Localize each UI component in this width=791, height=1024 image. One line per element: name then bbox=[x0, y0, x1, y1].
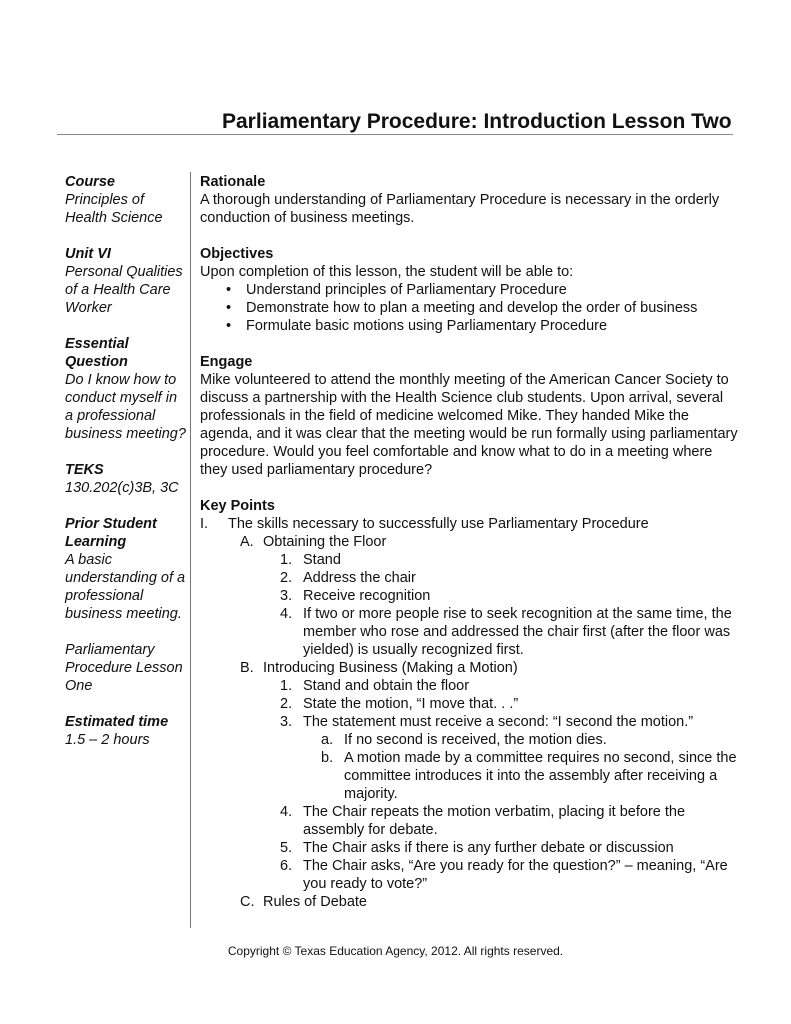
outline-marker: 2. bbox=[280, 570, 293, 586]
outline-marker: B. bbox=[240, 660, 254, 676]
sidebar-heading: Estimated time bbox=[65, 714, 169, 730]
outline-marker: 3. bbox=[280, 714, 293, 730]
sidebar bbox=[65, 173, 187, 767]
sidebar-heading: Prior Student Learning bbox=[65, 516, 157, 550]
outline-text: A motion made by a committee requires no second, since the committee introduces it into the assembly after receiving a majority. bbox=[344, 750, 737, 802]
sidebar-text: 130.202(c)3B, 3C bbox=[65, 480, 179, 496]
outline-item bbox=[200, 839, 740, 857]
outline-item bbox=[200, 803, 740, 839]
outline-item bbox=[200, 893, 740, 911]
outline-item bbox=[200, 713, 740, 731]
sidebar-unit bbox=[65, 245, 187, 317]
sidebar-text: Personal Qualities of a Health Care Worker bbox=[65, 264, 183, 316]
rationale-section bbox=[200, 173, 740, 227]
list-item: • Demonstrate how to plan a meeting and develop the order of business bbox=[222, 299, 740, 317]
engage-section bbox=[200, 353, 740, 479]
sidebar-text: Do I know how to conduct myself in a professional business meeting? bbox=[65, 372, 186, 442]
objectives-section bbox=[200, 245, 740, 335]
outline-marker: I. bbox=[200, 516, 209, 532]
key-points-section bbox=[200, 497, 740, 911]
sidebar-prior-learning bbox=[65, 515, 187, 623]
outline-item bbox=[200, 857, 740, 893]
sidebar-text: 1.5 – 2 hours bbox=[65, 732, 150, 748]
sidebar-heading: Unit VI bbox=[65, 246, 111, 262]
outline-text: The statement must receive a second: “I second the motion.” bbox=[303, 714, 694, 730]
outline-item bbox=[200, 749, 740, 803]
outline-marker: 4. bbox=[280, 606, 293, 622]
outline-marker: b. bbox=[321, 750, 334, 766]
rationale-text: A thorough understanding of Parliamentary Procedure is necessary in the orderly conduction of business meetings. bbox=[200, 192, 720, 226]
sidebar-text: Principles of Health Science bbox=[65, 192, 163, 226]
outline-text: Introducing Business (Making a Motion) bbox=[263, 660, 518, 676]
outline-marker: 3. bbox=[280, 588, 293, 604]
outline-marker: C. bbox=[240, 894, 255, 910]
outline-item bbox=[200, 551, 740, 569]
outline-text: The skills necessary to successfully use Parliamentary Procedure bbox=[228, 516, 649, 532]
list-item: • Formulate basic motions using Parliamentary Procedure bbox=[222, 317, 740, 335]
outline-text: Stand and obtain the floor bbox=[303, 678, 470, 694]
outline-item bbox=[200, 515, 740, 533]
outline-item bbox=[200, 731, 740, 749]
outline-marker: 5. bbox=[280, 840, 293, 856]
objectives-intro: Upon completion of this lesson, the student will be able to: bbox=[200, 264, 574, 280]
outline-marker: 1. bbox=[280, 678, 293, 694]
sidebar-text: Parliamentary Procedure Lesson One bbox=[65, 642, 183, 694]
title-rule bbox=[57, 134, 733, 135]
outline-item bbox=[200, 695, 740, 713]
outline-text: Stand bbox=[303, 552, 341, 568]
outline-text: State the motion, “I move that. . .” bbox=[303, 696, 519, 712]
outline-text: Obtaining the Floor bbox=[263, 534, 387, 550]
column-divider bbox=[190, 172, 191, 928]
objectives-list bbox=[200, 281, 740, 335]
outline-text: Rules of Debate bbox=[263, 894, 367, 910]
outline-text: If no second is received, the motion dies. bbox=[344, 732, 607, 748]
outline-text: Address the chair bbox=[303, 570, 416, 586]
outline-item bbox=[200, 677, 740, 695]
section-heading: Engage bbox=[200, 354, 253, 370]
list-item: • Understand principles of Parliamentary Procedure bbox=[222, 281, 740, 299]
sidebar-teks bbox=[65, 461, 187, 497]
outline-marker: 6. bbox=[280, 858, 293, 874]
outline-marker: a. bbox=[321, 732, 334, 748]
outline-text: If two or more people rise to seek recognition at the same time, the member who rose and addressed the chair first (after the floor was yielded) is usually recognized first. bbox=[303, 606, 732, 658]
section-heading: Objectives bbox=[200, 246, 274, 262]
sidebar-text: A basic understanding of a professional business meeting. bbox=[65, 552, 186, 622]
sidebar-heading: TEKS bbox=[65, 462, 104, 478]
outline-text: The Chair repeats the motion verbatim, placing it before the assembly for debate. bbox=[303, 804, 686, 838]
sidebar-heading: Course bbox=[65, 174, 115, 190]
engage-text: Mike volunteered to attend the monthly meeting of the American Cancer Society to discuss a partnership with the Health Science club students. Upon arrival, several professionals in the field of medicine welcomed Mike. They handed Mike the agenda, and it was clear that the meeting would be run formally using parliamentary procedure. Would you feel comfortable and know what to do in a meeting where they used parliamentary procedure? bbox=[200, 372, 738, 478]
sidebar-prior-lesson bbox=[65, 641, 187, 695]
outline-item bbox=[200, 587, 740, 605]
outline-marker: A. bbox=[240, 534, 254, 550]
sidebar-essential-question bbox=[65, 335, 187, 443]
outline-text: The Chair asks, “Are you ready for the question?” – meaning, “Are you ready to vote?” bbox=[303, 858, 728, 892]
page-title: Parliamentary Procedure: Introduction Lesson Two bbox=[222, 110, 732, 133]
outline-item bbox=[200, 659, 740, 677]
copyright-footer: Copyright © Texas Education Agency, 2012. All rights reserved. bbox=[227, 944, 564, 958]
outline-marker: 4. bbox=[280, 804, 293, 820]
sidebar-heading: Essential Question bbox=[65, 336, 129, 370]
outline-item bbox=[200, 533, 740, 551]
outline-item bbox=[200, 605, 740, 659]
outline-item bbox=[200, 569, 740, 587]
sidebar-course bbox=[65, 173, 187, 227]
outline-text: The Chair asks if there is any further debate or discussion bbox=[303, 840, 674, 856]
section-heading: Rationale bbox=[200, 174, 266, 190]
outline-marker: 1. bbox=[280, 552, 293, 568]
outline-marker: 2. bbox=[280, 696, 293, 712]
section-heading: Key Points bbox=[200, 498, 275, 514]
outline-text: Receive recognition bbox=[303, 588, 431, 604]
main-content bbox=[200, 173, 740, 929]
sidebar-estimated-time bbox=[65, 713, 187, 749]
